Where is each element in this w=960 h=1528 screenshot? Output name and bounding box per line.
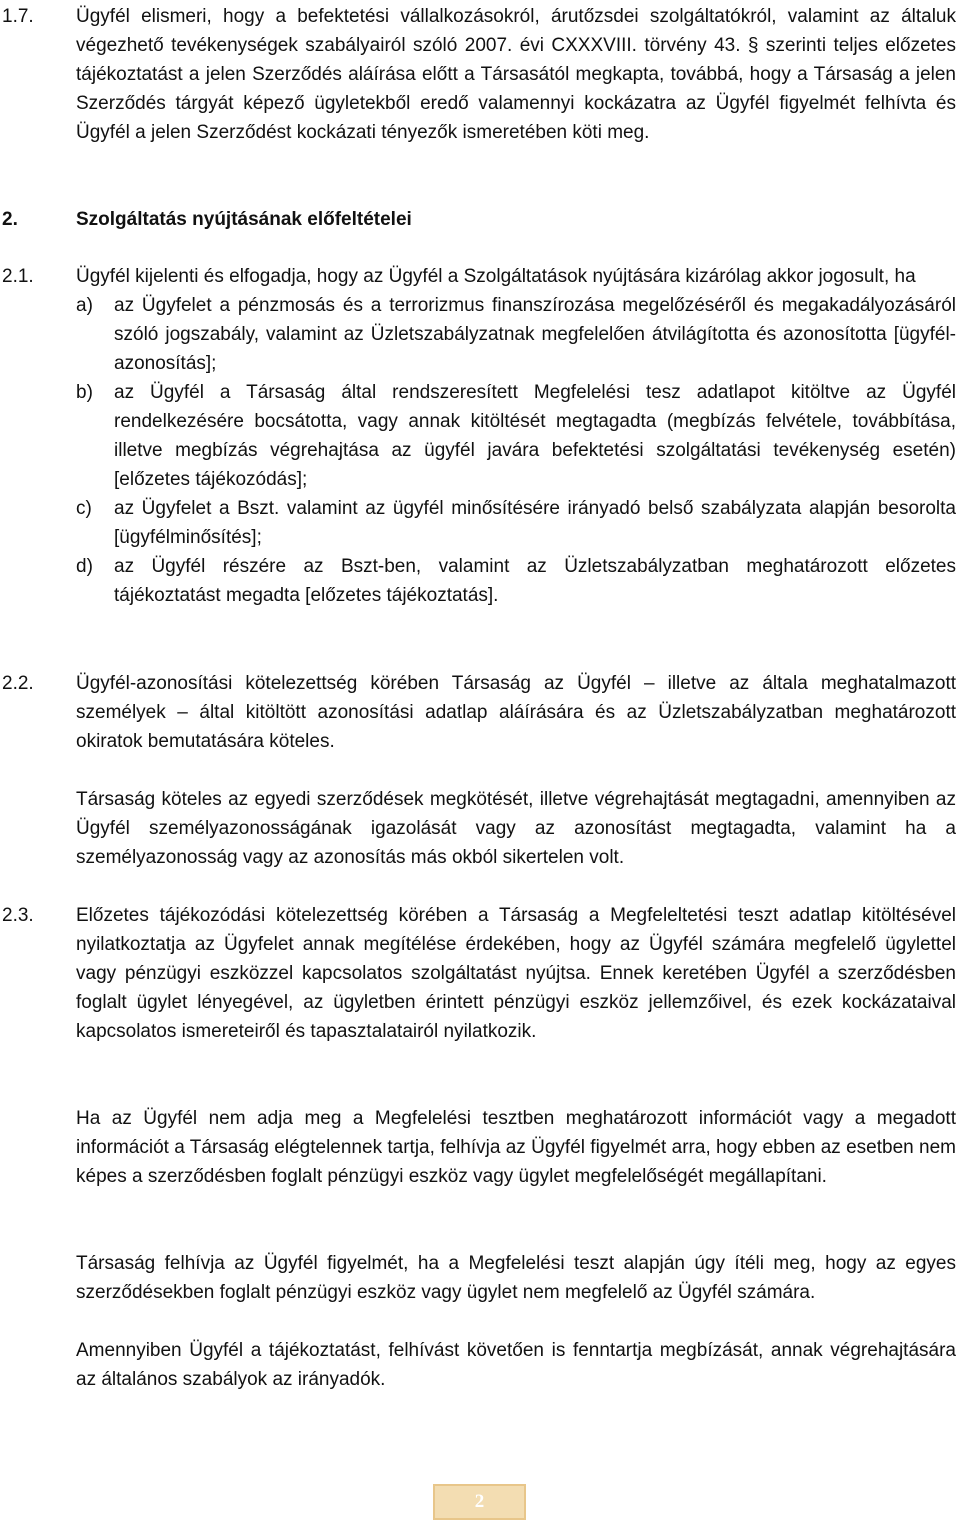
section-2-2 [2, 669, 956, 756]
page-number: 2 [474, 1491, 485, 1512]
section-2-3-paragraph-3: Társaság felhívja az Ügyfél figyelmét, ha a Megfelelési teszt alapján úgy ítéli meg, hogy az egyes szerződésekben foglalt pénzügyi eszköz vagy ügylet nem megfelelő az Ügyfél számára. [76, 1253, 956, 1303]
section-1-7 [2, 2, 956, 147]
list-item [76, 494, 956, 552]
page-number-box [433, 1484, 526, 1520]
list-item-label: d) [76, 556, 93, 577]
list-item-text: az Ügyfél részére az Bszt-ben, valamint az Üzletszabályzatban meghatározott előzetes tájékoztatást megadta [előzetes tájékoztatás]. [114, 556, 956, 606]
list-item-label: c) [76, 498, 92, 519]
section-2-3-paragraph-2: Ha az Ügyfél nem adja meg a Megfelelési tesztben meghatározott információt vagy a megadott információt a Társaság elégtelennek tartja, felhívja az Ügyfél figyelmét arra, hogy ebben az esetben nem képes a szerződésben foglalt pénzügyi eszköz vagy ügylet megfelelőségét megállapítani. [76, 1108, 956, 1187]
condition-list [76, 291, 956, 610]
list-item [76, 378, 956, 494]
section-2-1 [2, 262, 956, 610]
section-number: 1.7. [2, 6, 34, 27]
list-item-label: a) [76, 295, 93, 316]
section-2-3-paragraph-4: Amennyiben Ügyfél a tájékoztatást, felhívást követően is fenntartja megbízását, annak végrehajtására az általános szabályok az irányadók. [76, 1340, 956, 1390]
list-item [76, 552, 956, 610]
section-text: Ügyfél elismeri, hogy a befektetési vállalkozásokról, árutőzsdei szolgáltatókról, valamint az általuk végezhető tevékenységek szabályairól szóló 2007. évi CXXXVIII. törvény 43. § szerinti teljes előzetes tájékoztatást a jelen Szerződés aláírása előtt a Társasától megkapta, továbbá, hogy a Társaság a jelen Szerződés tárgyát képező ügyletekből eredő valamennyi kockázatra az Ügyfél figyelmét felhívta és Ügyfél a jelen Szerződést kockázati tényezők ismeretében köti meg. [76, 6, 956, 143]
section-2-3 [2, 901, 956, 1046]
section-2-heading [2, 205, 956, 234]
section-number: 2. [2, 209, 18, 230]
section-title: Szolgáltatás nyújtásának előfeltételei [76, 209, 412, 230]
section-2-2-paragraph-2: Társaság köteles az egyedi szerződések megkötését, illetve végrehajtását megtagadni, amennyiben az Ügyfél személyazonosságának igazolását vagy az azonosítást megtagadta, valamint ha a személyazonosság vagy az azonosítás más okból sikertelen volt. [76, 789, 956, 868]
section-text: Ügyfél kijelenti és elfogadja, hogy az Ügyfél a Szolgáltatások nyújtására kizárólag akkor jogosult, ha [76, 266, 916, 287]
section-number: 2.1. [2, 266, 34, 287]
section-text: Ügyfél-azonosítási kötelezettség körében Társaság az Ügyfél – illetve az általa meghatalmazott személyek – által kitöltött azonosítási adatlap aláírására és az Üzletszabályzatban meghatározott okiratok bemutatására köteles. [76, 673, 956, 752]
section-number: 2.3. [2, 905, 34, 926]
list-item-text: az Ügyfelet a pénzmosás és a terrorizmus finanszírozása megelőzéséről és megakadályozásáról szóló jogszabály, valamint az Üzletszabályzatnak megfelelően átvilágította és azonosította [ügyfél-azonosítás]; [114, 295, 956, 374]
list-item-text: az Ügyfél a Társaság által rendszeresített Megfelelési tesz adatlapot kitöltve az Ügyfél rendelkezésére bocsátotta, vagy annak kitöltését megtagadta (megbízás felvétele, továbbítása, illetve megbízás végrehajtása az ügyfél javára befektetési szolgáltatási tevékenység esetén) [előzetes tájékozódás]; [114, 382, 956, 490]
list-item [76, 291, 956, 378]
section-text: Előzetes tájékozódási kötelezettség körében a Társaság a Megfeleltetési teszt adatlap kitöltésével nyilatkoztatja az Ügyfelet annak megítélése érdekében, hogy az Ügyfél számára megfelelő ügylettel vagy pénzügyi eszközzel kapcsolatos szolgáltatást nyújtsa. Ennek keretében Ügyfél a szerződésben foglalt ügylet lényegével, az ügyletben érintett pénzügyi eszköz jellemzőivel, és ezek kockázataival kapcsolatos ismereteiről és tapasztalatairól nyilatkozik. [76, 905, 956, 1042]
list-item-label: b) [76, 382, 93, 403]
list-item-text: az Ügyfelet a Bszt. valamint az ügyfél minősítésére irányadó belső szabályzata alapján besorolta [ügyfélminősítés]; [114, 498, 956, 548]
section-number: 2.2. [2, 673, 34, 694]
